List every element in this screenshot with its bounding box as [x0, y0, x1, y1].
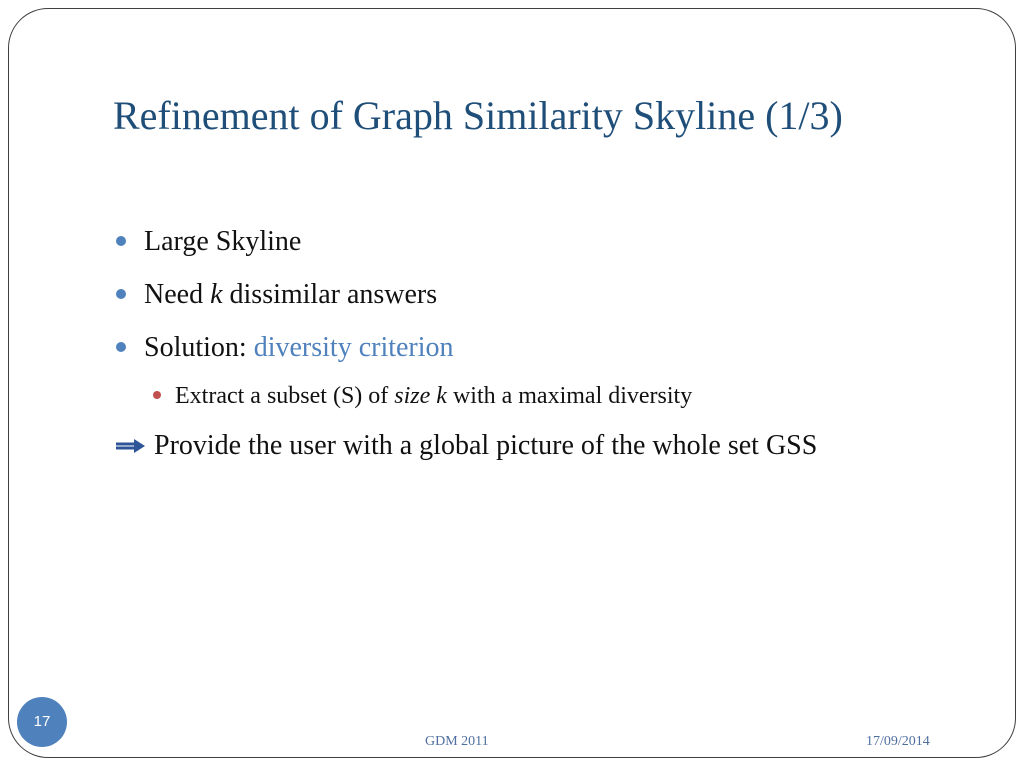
right-arrow-icon [116, 438, 146, 454]
sub-bullet-text-pre: Extract a subset (S) of [175, 383, 395, 409]
bullet-text: Large Skyline [144, 226, 302, 257]
bullet-item [144, 332, 454, 364]
bullet-item [144, 279, 437, 311]
footer-date: 17/09/2014 [866, 734, 930, 749]
bullet-text-accent: diversity criterion [253, 332, 454, 363]
footer-center-text: GDM 2011 [425, 734, 489, 749]
conclusion-line [116, 430, 817, 462]
bullet-dot-icon [116, 236, 126, 246]
bullet-text-post: dissimilar answers [222, 279, 438, 310]
sub-bullet-text-emphasis: size k [394, 383, 447, 409]
bullet-dot-icon [116, 342, 126, 352]
slide-title: Refinement of Graph Similarity Skyline (1/3) [113, 93, 843, 138]
conclusion-text: Provide the user with a global picture of the whole set GSS [154, 430, 818, 461]
sub-bullet-item [175, 383, 692, 410]
bullet-text-pre: Need [144, 279, 211, 310]
slide-number-badge: 17 [17, 697, 67, 747]
bullet-text-pre: Solution: [144, 332, 254, 363]
sub-bullet-text-post: with a maximal diversity [446, 383, 693, 409]
bullet-dot-icon [116, 289, 126, 299]
bullet-text-emphasis: k [210, 279, 223, 310]
bullet-item [144, 226, 301, 258]
sub-bullet-dot-icon [153, 391, 161, 399]
